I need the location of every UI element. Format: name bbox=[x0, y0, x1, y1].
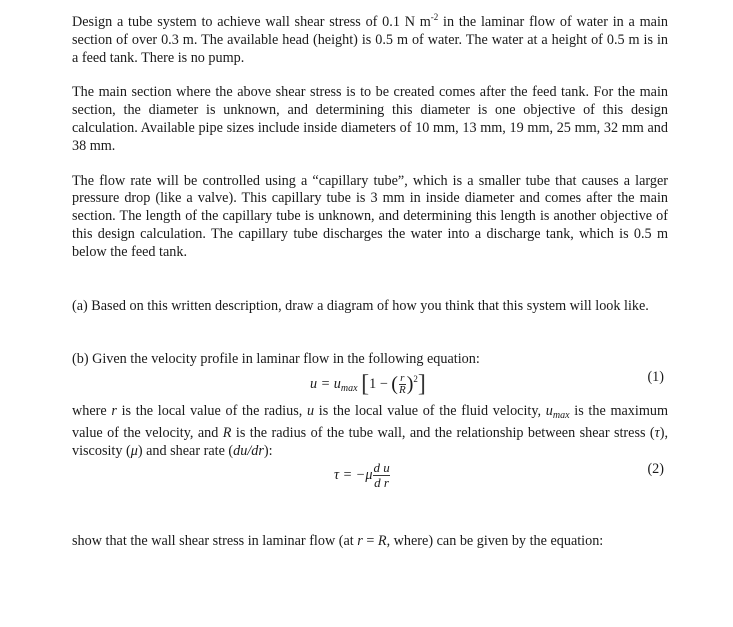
paragraph-definitions: where r is the local value of the radius, u is the local value of the fluid velocity, $u_{max}$ is the maximum value of the velocity, and R is the radius of the tube wall, and the relationship between shear stress (τ), viscosity (μ) and shear rate (du/dr): bbox=[72, 403, 668, 459]
paragraph-intro: Design a tube system to achieve wall shear stress of 0.1 N $m^{-2}$ in the laminar flow of water in a main section of over 0.3 m. The available head (height) is 0.5 m of water. The water at a height of 0.5 m is in a feed tank. There is no pump. bbox=[72, 12, 668, 66]
equation-2: τ = −μ $\frac{\text{d u}}{\text{d r}}$ (2) bbox=[334, 459, 664, 490]
question-part-a: (a) Based on this written description, draw a diagram of how you think that this system will look like. bbox=[72, 297, 649, 314]
question-part-b-intro: (b) Given the velocity profile in laminar flow in the following equation: bbox=[72, 351, 480, 368]
document-body bbox=[72, 14, 668, 550]
equation-1-number: (1) bbox=[647, 369, 664, 386]
equation-1: $u = u_{max}$ [1 − ( $\frac{r}{R}$ )$^2$] (1) bbox=[310, 369, 664, 397]
equation-2-number: (2) bbox=[647, 460, 664, 477]
paragraph-capillary-tube: The flow rate will be controlled using a “capillary tube”, which is a smaller tube that causes a larger pressure drop (like a valve). This capillary tube is 3 mm in inside diameter and comes after the main section. The length of the capillary tube is unknown, and determining this length is another objective of this design calculation. The capillary tube discharges the water into a discharge tank, which is 0.5 m below the feed tank. bbox=[72, 172, 668, 260]
paragraph-main-section: The main section where the above shear stress is to be created comes after the feed tank. For the main section, the diameter is unknown, and determining this diameter is one objective of this design calculation. Available pipe sizes include inside diameters of 10 mm, 13 mm, 19 mm, 25 mm, 32 mm and 38 mm. bbox=[72, 84, 668, 154]
paragraph-show-that: show that the wall shear stress in laminar flow (at r = R, where) can be given by the equation: bbox=[72, 532, 604, 549]
